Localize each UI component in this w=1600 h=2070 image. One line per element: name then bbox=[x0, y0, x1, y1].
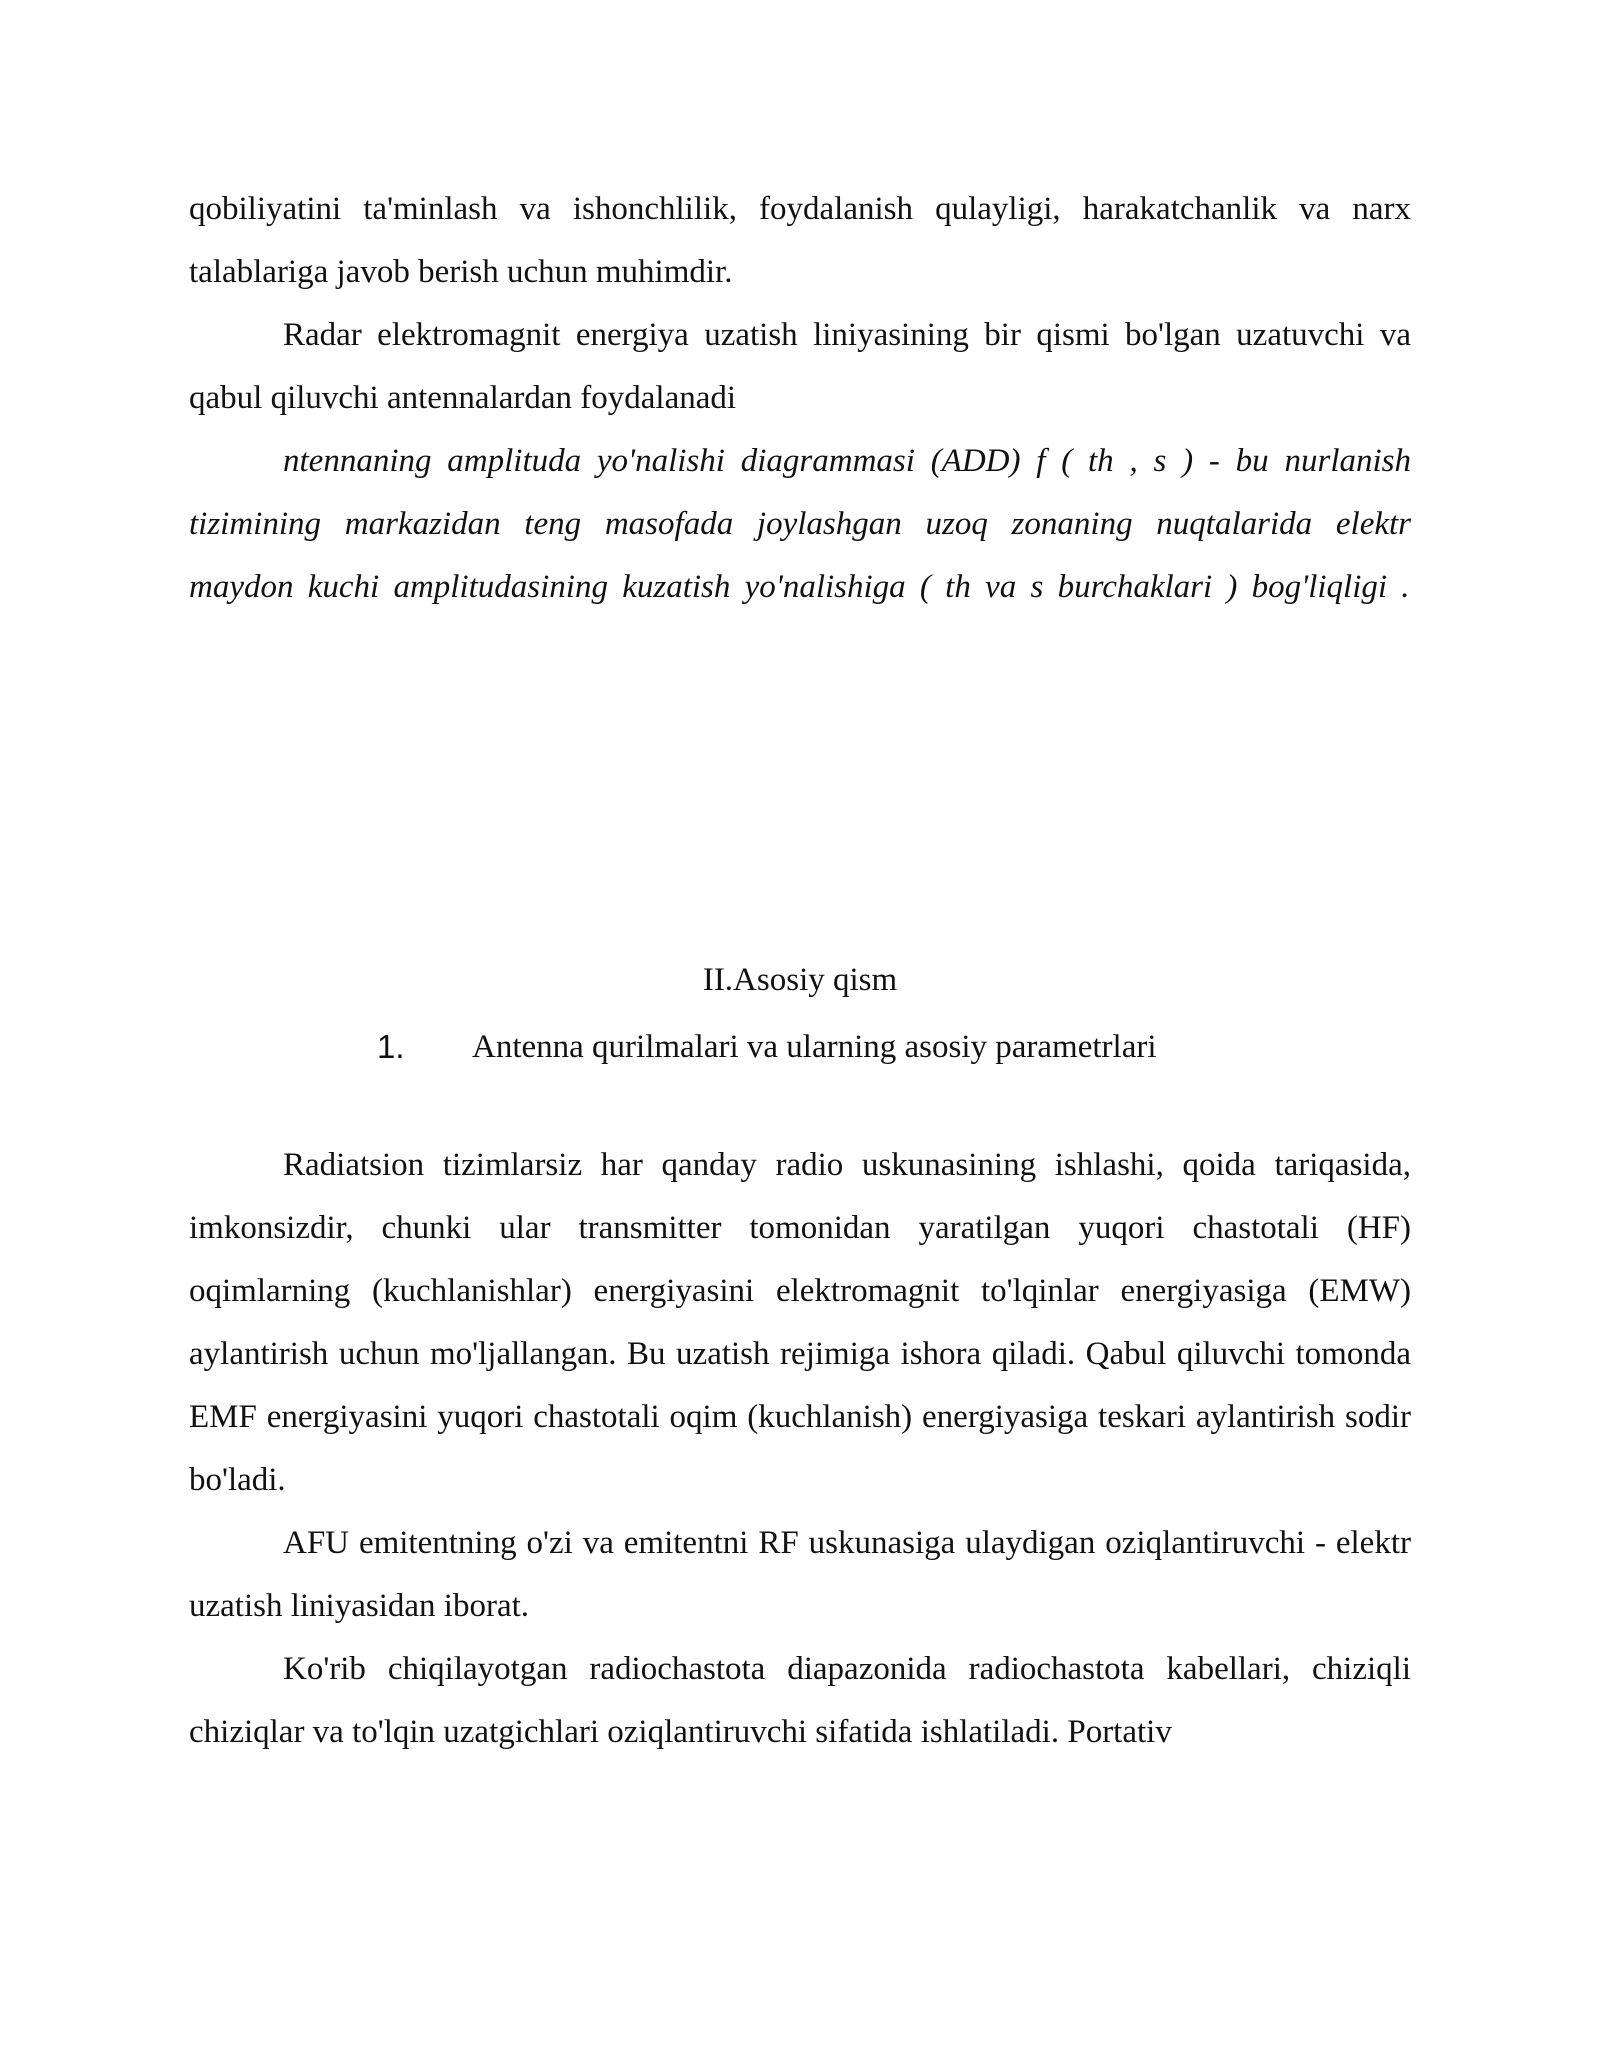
subsection-number: 1. bbox=[377, 1028, 405, 1065]
paragraph-radiation: Radiatsion tizimlarsiz har qanday radio uskunasining ishlashi, qoida tariqasida, imkonsizdir, chunki ular transmitter tomonidan yaratilgan yuqori chastotali (HF) oqimlarning (kuchlanishlar) energiyasini elektromagnit to'lqinlar energiyasiga (EMW) aylantirish uchun mo'ljallangan. Bu uzatish rejimiga ishora qiladi. Qabul qiluvchi tomonda EMF energiyasini yuqori chastotali oqim (kuchlanish) energiyasiga teskari aylantirish sodir bo'ladi. bbox=[189, 1147, 1411, 1498]
paragraph-continuation: qobiliyatini ta'minlash va ishonchlilik, foydalanish qulayligi, harakatchanlik va narx talablariga javob berish uchun muhimdir. bbox=[189, 191, 1411, 290]
subsection-heading bbox=[189, 1012, 1411, 1082]
section-heading: II.Asosiy qism bbox=[702, 962, 898, 998]
paragraph-radar: Radar elektromagnit energiya uzatish liniyasining bir qismi bo'lgan uzatuvchi va qabul qiluvchi antennalardan foydalanadi bbox=[189, 317, 1411, 416]
document-body bbox=[189, 178, 1411, 1764]
paragraph-korib: Ko'rib chiqilayotgan radiochastota diapazonida radiochastota kabellari, chiziqli chiziqlar va to'lqin uzatgichlari oziqlantiruvchi sifatida ishlatiladi. Portativ bbox=[189, 1651, 1411, 1750]
paragraph-definition: ntennaning amplituda yo'nalishi diagrammasi (ADD) f ( th , s ) - bu nurlanish tizimining markazidan teng masofada joylashgan uzoq zonaning nuqtalarida elektr maydon kuchi amplitudasining kuzatish yo'nalishiga ( th va s burchaklari ) bog'liqligi . bbox=[189, 443, 1411, 605]
subsection-title: Antenna qurilmalari va ularning asosiy parametrlari bbox=[472, 1029, 1157, 1065]
paragraph-afu: AFU emitentning o'zi va emitentni RF uskunasiga ulaydigan oziqlantiruvchi - elektr uzatish liniyasidan iborat. bbox=[189, 1525, 1411, 1624]
page-gap bbox=[189, 619, 1411, 949]
heading-gap bbox=[189, 1082, 1411, 1134]
